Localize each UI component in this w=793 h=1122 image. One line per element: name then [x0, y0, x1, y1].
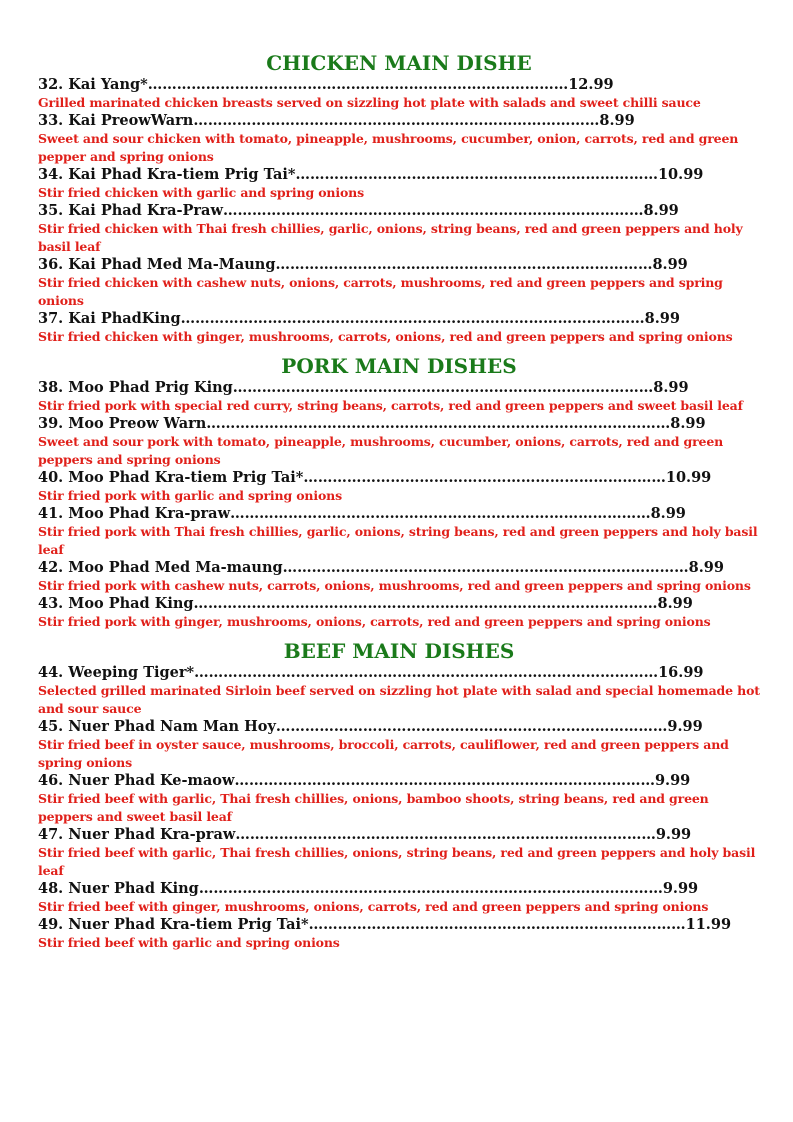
menu-item-48	[38, 880, 760, 916]
dot-leader: ……………………………………………………………………………………	[193, 595, 658, 612]
item-description: Stir fried beef in oyster sauce, mushrooms, broccoli, carrots, cauliflower, red and green peppers and spring onions	[38, 737, 729, 770]
menu-item-39	[38, 415, 760, 469]
menu-item-heading	[38, 310, 760, 328]
item-name: 43. Moo Phad King	[38, 595, 194, 612]
dot-leader: ……………………………………………………………………………	[234, 772, 655, 789]
item-price: 8.99	[653, 379, 689, 396]
dot-leader: ……………………………………………………………………………………	[194, 664, 659, 681]
item-name: 44. Weeping Tiger*	[38, 664, 195, 681]
chicken-section	[38, 50, 760, 346]
menu-item-heading	[38, 505, 760, 523]
item-price: 9.99	[667, 718, 703, 735]
item-price: 8.99	[644, 310, 680, 327]
dot-leader: …………………………………………………………………	[303, 469, 666, 486]
dot-leader: ……………………………………………………………………………	[230, 505, 651, 522]
menu-item-heading	[38, 469, 760, 487]
item-price: 12.99	[568, 76, 614, 93]
menu-item-heading	[38, 916, 760, 934]
menu-item-heading	[38, 826, 760, 844]
item-description: Stir fried pork with ginger, mushrooms, onions, carrots, red and green peppers and spring onions	[38, 614, 711, 629]
item-price: 10.99	[657, 166, 704, 183]
item-description: Stir fried beef with garlic and spring onions	[38, 935, 340, 950]
item-description: Stir fried beef with garlic, Thai fresh chillies, onions, string beans, red and green peppers and holy basil leaf	[38, 845, 756, 878]
dot-leader: ……………………………………………………………………………………	[206, 415, 671, 432]
item-description: Stir fried chicken with garlic and spring onions	[38, 185, 364, 200]
menu-item-heading	[38, 718, 760, 736]
item-description: Stir fried chicken with ginger, mushrooms, carrots, onions, red and green peppers and spring onions	[38, 329, 733, 344]
item-price: 8.99	[650, 505, 686, 522]
menu-page	[38, 50, 760, 959]
menu-item-43	[38, 595, 760, 631]
dot-leader: ………………………………………………………………………	[275, 718, 668, 735]
menu-item-41	[38, 505, 760, 559]
item-name: 40. Moo Phad Kra-tiem Prig Tai*	[38, 469, 304, 486]
item-price: 8.99	[599, 112, 635, 129]
menu-item-35	[38, 202, 760, 256]
item-price: 8.99	[670, 415, 706, 432]
menu-item-heading	[38, 880, 760, 898]
item-price: 8.99	[657, 595, 693, 612]
item-name: 45. Nuer Phad Nam Man Hoy	[38, 718, 276, 735]
menu-item-47	[38, 826, 760, 880]
item-description: Stir fried beef with garlic, Thai fresh chillies, onions, bamboo shoots, string beans, red and green peppers and sweet basil leaf	[38, 791, 709, 824]
menu-item-34	[38, 166, 760, 202]
item-price: 9.99	[654, 772, 691, 789]
menu-item-heading	[38, 559, 760, 577]
item-price: 11.99	[685, 916, 732, 933]
item-name: 46. Nuer Phad Ke-maow	[38, 772, 235, 789]
menu-item-heading	[38, 76, 760, 94]
dot-leader: …………………………………………………………………………	[282, 559, 689, 576]
section-title-pork: PORK MAIN DISHES	[281, 354, 517, 378]
dot-leader: ……………………………………………………………………………………	[180, 310, 645, 327]
menu-item-40	[38, 469, 760, 505]
beef-section	[38, 638, 760, 952]
dot-leader: ……………………………………………………………………………………	[198, 880, 663, 897]
item-name: 32. Kai Yang*	[38, 76, 148, 93]
menu-item-45	[38, 718, 760, 772]
menu-item-33	[38, 112, 760, 166]
menu-item-46	[38, 772, 760, 826]
menu-item-49	[38, 916, 760, 952]
item-name: 41. Moo Phad Kra-praw	[38, 505, 231, 522]
item-description: Stir fried beef with ginger, mushrooms, onions, carrots, red and green peppers and spring onions	[38, 899, 709, 914]
menu-item-heading	[38, 772, 760, 790]
item-description: Stir fried chicken with cashew nuts, onions, carrots, mushrooms, red and green peppers and spring onions	[38, 275, 723, 308]
item-description: Grilled marinated chicken breasts served on sizzling hot plate with salads and sweet chilli sauce	[38, 95, 701, 110]
menu-item-32	[38, 76, 760, 112]
item-description: Stir fried pork with cashew nuts, carrots, onions, mushrooms, red and green peppers and spring onions	[38, 578, 751, 593]
item-price: 10.99	[665, 469, 712, 486]
dot-leader: ……………………………………………………………………	[308, 916, 686, 933]
section-title-beef: BEEF MAIN DISHES	[283, 639, 515, 663]
menu-item-38	[38, 379, 760, 415]
dot-leader: ……………………………………………………………………	[275, 256, 653, 273]
item-name: 39. Moo Preow Warn	[38, 415, 207, 432]
menu-item-44	[38, 664, 760, 718]
item-name: 34. Kai Phad Kra-tiem Prig Tai*	[38, 166, 296, 183]
item-description: Stir fried chicken with Thai fresh chillies, garlic, onions, string beans, red and green peppers and holy basil leaf	[38, 221, 743, 254]
item-name: 48. Nuer Phad King	[38, 880, 199, 897]
item-name: 38. Moo Phad Prig King	[38, 379, 233, 396]
menu-item-heading	[38, 415, 760, 433]
item-name: 35. Kai Phad Kra-Praw	[38, 202, 223, 219]
item-name: 47. Nuer Phad Kra-praw	[38, 826, 236, 843]
menu-item-heading	[38, 379, 760, 397]
menu-item-36	[38, 256, 760, 310]
item-description: Sweet and sour pork with tomato, pineapple, mushrooms, cucumber, onions, carrots, red and green peppers and spring onions	[38, 434, 724, 467]
menu-item-heading	[38, 595, 760, 613]
menu-item-heading	[38, 202, 760, 220]
item-name: 33. Kai PreowWarn	[38, 112, 194, 129]
dot-leader: ……………………………………………………………………………	[232, 379, 654, 396]
item-description: Sweet and sour chicken with tomato, pineapple, mushrooms, cucumber, onion, carrots, red and green pepper and spring onions	[38, 131, 739, 164]
dot-leader: …………………………………………………………………	[295, 166, 658, 183]
menu-item-heading	[38, 166, 760, 184]
dot-leader: ……………………………………………………………………………	[222, 202, 644, 219]
item-name: 49. Nuer Phad Kra-tiem Prig Tai*	[38, 916, 309, 933]
item-name: 42. Moo Phad Med Ma-maung	[38, 559, 283, 576]
item-name: 36. Kai Phad Med Ma-Maung	[38, 256, 276, 273]
menu-item-heading	[38, 112, 760, 130]
menu-item-37	[38, 310, 760, 346]
dot-leader: ……………………………………………………………………………	[147, 76, 569, 93]
menu-item-42	[38, 559, 760, 595]
item-description: Selected grilled marinated Sirloin beef served on sizzling hot plate with salad and special homemade hot and sour sauce	[38, 683, 760, 716]
item-price: 8.99	[688, 559, 724, 576]
item-description: Stir fried pork with garlic and spring onions	[38, 488, 342, 503]
menu-item-heading	[38, 256, 760, 274]
item-description: Stir fried pork with Thai fresh chillies, garlic, onions, string beans, red and green peppers and holy basil leaf	[38, 524, 758, 557]
item-price: 8.99	[643, 202, 679, 219]
item-price: 8.99	[652, 256, 688, 273]
item-price: 16.99	[658, 664, 704, 681]
item-name: 37. Kai PhadKing	[38, 310, 181, 327]
item-price: 9.99	[662, 880, 699, 897]
dot-leader: ……………………………………………………………………………	[235, 826, 656, 843]
dot-leader: …………………………………………………………………………	[193, 112, 600, 129]
pork-section	[38, 353, 760, 631]
menu-item-heading	[38, 664, 760, 682]
item-description: Stir fried pork with special red curry, string beans, carrots, red and green peppers and sweet basil leaf	[38, 398, 743, 413]
item-price: 9.99	[655, 826, 692, 843]
section-title-chicken: CHICKEN MAIN DISHE	[266, 51, 532, 75]
